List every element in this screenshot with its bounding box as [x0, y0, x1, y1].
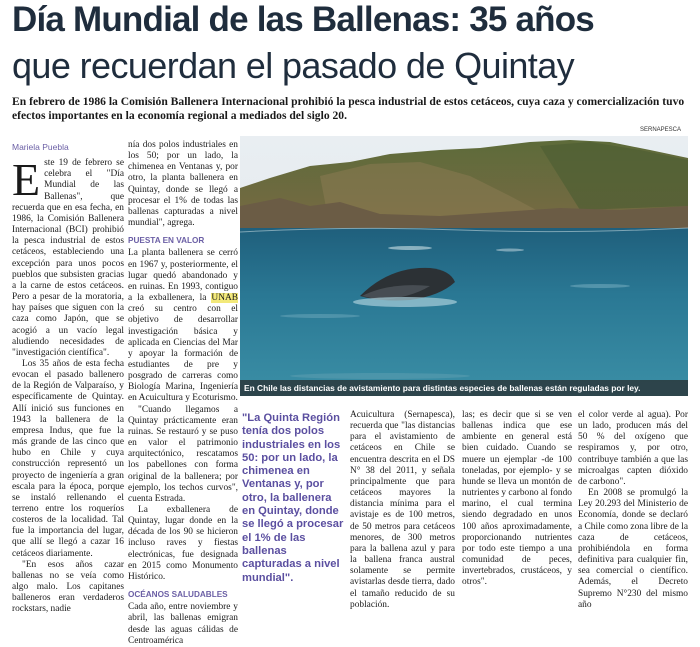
headline-line-2: que recuerdan el pasado de Quintay — [12, 45, 575, 86]
paragraph: La exballenera de Quintay, lugar donde en la década de los 90 se hicieron incluso raves y fiestas electrónicas, fue designada en 2015 como Monumento Histórico. — [128, 505, 238, 582]
photo-credit: SERNAPESCA — [640, 127, 682, 133]
column-1 — [12, 142, 124, 616]
highlighted-unab: UNAB — [211, 293, 238, 304]
subheading-oceanos-saludables: OCÉANOS SALUDABLES — [128, 590, 228, 600]
paragraph: "Cuando llegamos a Quintay prácticamente eran ruinas. Se restauró y se puso en valor el patrimonio arquitectónico, rescatamos los pabellones con forma original de la ballenera; por ejemplo, los techos curvos", cuenta Estrada. — [128, 404, 238, 504]
paragraph: "En esos años cazar ballenas no se veía como algo malo. Los capitanes balleneros eran verdaderos rockstars, nadie — [12, 559, 124, 615]
paragraph-text: ste 19 de febrero se celebra el "Día Mundial de las Ballenas", que recuerda que en esa fecha, en 1986, la Comisión Ballenera Internacional (BCI) prohibió la pesca industrial de estos cetáceos, estableciendo una excepción para unos pocos pueblos que subsisten gracias a la carne de estos cetáceos. Pero a pesar de la moratoria, hay países que siguen con la caza como Japón, que se acogió a un vacío legal aludiendo necesidades de "investigación científica". — [12, 158, 124, 358]
pull-quote: "La Quinta Región tenía dos polos industriales en los 50: por un lado, la chimenea en Ventanas y, por otro, la ballenera en Quintay, donde se llegó a procesar el 1% de las ballenas capturadas a nivel mundial". — [242, 412, 344, 584]
dropcap: E — [12, 154, 41, 206]
paragraph: Los 35 años de esta fecha evocan el pasado ballenero de la Región de Valparaíso, y específicamente de Quintay. Allí inició sus funciones en 1943 la ballenera de la empresa Indus, que fue la más grande de las cinco que hubo en Chile y cuya construcción representó un proyecto de ingeniería a gran escala para la época, porque se instaló rellenando el terreno entre los roqueríos costeros de la localidad. Tal fue la importancia del lugar, que allí se llegó a cazar 16 cetáceos diariamente. — [12, 358, 124, 559]
subheading-puesta-en-valor: PUESTA EN VALOR — [128, 236, 205, 246]
paragraph: nía dos polos industriales en los 50; por un lado, la chimenea en Ventanas y, por otro, la planta ballenera en Quintay, donde se llegó a procesar el 1% de todas las ballenas capturadas a nivel mundial", agrega. — [128, 140, 238, 229]
paragraph-text: creó su centro con el objetivo de desarrollar investigación básica y aplicada en Ciencias del Mar y apoyar la formación de estudiantes de pre y posgrado de carreras como Biología Marina, Ingeniería en Acuicultura y Ecoturismo. — [128, 304, 238, 404]
paragraph: Cada año, entre noviembre y abril, las ballenas emigran desde las aguas cálidas de Centroamérica — [128, 602, 238, 646]
paragraph — [12, 154, 124, 359]
whale-photo — [240, 136, 688, 396]
column-4 — [462, 410, 572, 589]
whale-photo-illustration — [240, 136, 688, 396]
photo-caption: En Chile las distancias de avistamiento para distintas especies de ballenas están reguladas por ley. — [240, 380, 688, 396]
column-2 — [128, 140, 238, 647]
column-3 — [350, 410, 455, 611]
paragraph: las; es decir que si se ven ballenas indica que ese ambiente en general está bien cuidado. Cuando se muere un ejemplar -de 100 toneladas, por ejemplo- y se hunde se lleva un montón de nutrientes y carbono al fondo marino, el cual termina siendo degradado en unos 100 años aproximadamente, proporcionando nutrientes por todo este tiempo a una comunidad de peces, invertebrados, crustáceos, y otros". — [462, 410, 572, 588]
paragraph-text: La planta ballenera se cerró en 1967 y, posteriormente, el lugar quedó abandonado y en ruinas. En 1993, contiguo a la exballenera, la — [128, 248, 238, 304]
paragraph: el color verde al agua). Por un lado, producen más del 50 % del oxígeno que respiramos y, por otro, contribuye también a que las microalgas capten dióxido de carbono". — [578, 410, 688, 487]
headline-line-1: Día Mundial de las Ballenas: 35 años — [12, 0, 594, 39]
lede: En febrero de 1986 la Comisión Ballenera Internacional prohibió la pesca industrial de estos cetáceos, cuya caza y comercialización tuvo efectos importantes en la economía regional a mediados del siglo 20. — [12, 95, 685, 122]
column-5 — [578, 410, 688, 611]
paragraph: Acuicultura (Sernapesca), recuerda que "las distancias para el avistamiento de cetáceos en Chile se encuentra descrita en el DS N° 38 del 2011, y señala principalmente que para cetáceos mayores la distancia mínima para el avistaje es de 100 metros, de 50 metros para cetáceos menores, de 300 metros para la ballena azul y para la ballena franca austral solamente se permite avistarlas desde tierra, dado el tamaño reducido de su población. — [350, 410, 455, 610]
byline: Mariela Puebla — [12, 142, 69, 152]
paragraph — [128, 248, 238, 404]
paragraph: En 2008 se promulgó la Ley 20.293 del Ministerio de Economía, donde se declaró a Chile como zona libre de la caza de cetáceos, prohibiéndola en forma definitiva para cualquier fin, sea comercial o científico. Además, el Decreto Supremo N°230 del mismo año — [578, 488, 688, 610]
